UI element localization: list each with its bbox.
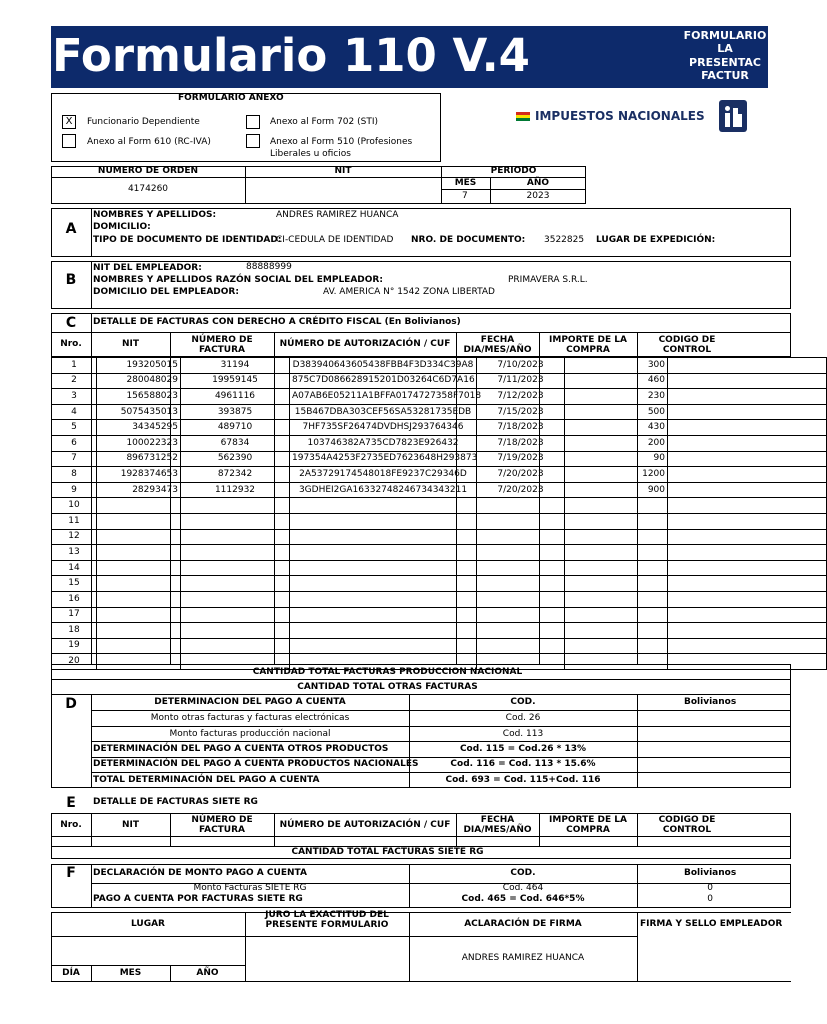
section-c-letter: C xyxy=(65,315,77,331)
razon-label: NOMBRES Y APELLIDOS RAZÓN SOCIAL DEL EMPLEADOR: xyxy=(93,275,383,285)
total-otras-label: CANTIDAD TOTAL OTRAS FACTURAS xyxy=(297,682,478,692)
cell-importe[interactable]: 500 xyxy=(565,404,668,420)
cell-autorizacion[interactable]: 197354A4253F2735ED7623648H293873 xyxy=(290,451,477,467)
cell-codigo[interactable] xyxy=(668,467,827,483)
cell-nit[interactable]: 34345295 xyxy=(97,420,181,436)
checkbox-form-610[interactable] xyxy=(62,134,76,148)
cell-importe[interactable]: 200 xyxy=(565,435,668,451)
cell-importe[interactable] xyxy=(565,498,668,514)
cell-nro: 20 xyxy=(52,654,97,670)
cell-nit[interactable] xyxy=(97,576,181,592)
cell-autorizacion[interactable]: 875C7D086628915201D03264C6D7A16 xyxy=(290,373,477,389)
razon-value: PRIMAVERA S.R.L. xyxy=(508,275,588,285)
cell-nro: 18 xyxy=(52,623,97,639)
cell-codigo[interactable] xyxy=(668,498,827,514)
cell-importe[interactable] xyxy=(565,638,668,654)
footer-lugar: LUGAR xyxy=(130,919,165,929)
table-row xyxy=(52,358,827,374)
cell-nit[interactable] xyxy=(97,623,181,639)
section-c-title: DETALLE DE FACTURAS CON DERECHO A CRÉDITO FISCAL (En Bolivianos) xyxy=(93,317,461,327)
section-d-col3: Bolivianos xyxy=(684,697,737,707)
nit-empleador-label: NIT DEL EMPLEADOR: xyxy=(93,263,202,273)
cell-nro: 3 xyxy=(52,389,97,405)
cell-importe[interactable]: 300 xyxy=(565,358,668,374)
d-row-code: Cod. 113 xyxy=(502,729,544,739)
nombres-label: NOMBRES Y APELLIDOS: xyxy=(93,210,217,220)
cell-autorizacion[interactable]: 3GDHEI2GA16332748246734343211 xyxy=(290,482,477,498)
d-row-label: Monto facturas producción nacional xyxy=(169,729,331,739)
cell-nro: 13 xyxy=(52,545,97,561)
cell-nit[interactable]: 28293473 xyxy=(97,482,181,498)
brand-name: IMPUESTOS NACIONALES xyxy=(535,109,705,123)
cell-factura[interactable]: 4961116 xyxy=(181,389,290,405)
cell-factura[interactable] xyxy=(181,638,290,654)
mes-label: MES xyxy=(454,178,477,188)
cell-autorizacion[interactable] xyxy=(290,576,477,592)
table-row xyxy=(52,591,827,607)
checkbox-label: Anexo al Form 702 (STI) xyxy=(270,117,378,127)
footer-dia: DÍA xyxy=(62,968,80,978)
cell-nro: 1 xyxy=(52,358,97,374)
cell-nit[interactable]: 5075435013 xyxy=(97,404,181,420)
cell-nro: 12 xyxy=(52,529,97,545)
checkbox-label: Anexo al Form 610 (RC-IVA) xyxy=(87,137,211,147)
table-row xyxy=(52,451,827,467)
cell-codigo[interactable] xyxy=(668,420,827,436)
cell-fecha[interactable] xyxy=(477,623,565,639)
f-row1-label: Monto Facturas SIETE RG xyxy=(193,883,307,893)
cell-codigo[interactable] xyxy=(668,482,827,498)
cell-nit[interactable] xyxy=(97,638,181,654)
cell-factura[interactable] xyxy=(181,560,290,576)
f-row2-value[interactable]: 0 xyxy=(707,894,713,904)
tipo-doc-value: CI-CEDULA DE IDENTIDAD xyxy=(276,235,394,245)
checkbox-form-702[interactable] xyxy=(246,115,260,129)
nit-label: NIT xyxy=(334,166,352,176)
cell-factura[interactable] xyxy=(181,498,290,514)
col-header-importe: IMPORTE DE LA COMPRA xyxy=(549,335,627,355)
cell-importe[interactable]: 460 xyxy=(565,373,668,389)
header-subtitle xyxy=(640,30,768,86)
checkbox-label: Anexo al Form 510 (Profesiones xyxy=(270,137,413,147)
cell-fecha[interactable]: 7/11/2023 xyxy=(477,373,565,389)
facturas-table xyxy=(51,357,827,670)
cell-autorizacion[interactable] xyxy=(290,513,477,529)
cell-codigo[interactable] xyxy=(668,373,827,389)
section-f-col1: DECLARACIÓN DE MONTO PAGO A CUENTA xyxy=(93,868,307,878)
d-row-code: Cod. 693 = Cod. 115+Cod. 116 xyxy=(445,775,601,785)
cell-fecha[interactable]: 7/12/2023 xyxy=(477,389,565,405)
cell-autorizacion[interactable] xyxy=(290,591,477,607)
section-d-letter: D xyxy=(65,696,77,712)
cell-importe[interactable] xyxy=(565,576,668,592)
table-row xyxy=(52,560,827,576)
e-col-header-importe: IMPORTE DE LA COMPRA xyxy=(549,815,627,835)
cell-codigo[interactable] xyxy=(668,607,827,623)
col-header-fecha: FECHA DIA/MES/AÑO xyxy=(463,335,532,355)
table-row xyxy=(52,482,827,498)
cell-importe[interactable] xyxy=(565,607,668,623)
cell-codigo[interactable] xyxy=(668,623,827,639)
subtitle-line: LA xyxy=(717,42,733,55)
cell-nit[interactable]: 1928374653 xyxy=(97,467,181,483)
cell-autorizacion[interactable] xyxy=(290,560,477,576)
cell-nit[interactable]: 156588023 xyxy=(97,389,181,405)
cell-nit[interactable]: 280048029 xyxy=(97,373,181,389)
mes-value[interactable]: 7 xyxy=(462,191,468,201)
section-d-col2: COD. xyxy=(510,697,536,707)
bolivia-flag-icon xyxy=(516,112,530,121)
d-row-label: DETERMINACIÓN DEL PAGO A CUENTA PRODUCTOS NACIONALES xyxy=(93,759,419,769)
checkbox-form-510[interactable] xyxy=(246,134,260,148)
cell-nro: 14 xyxy=(52,560,97,576)
checkbox-label: Funcionario Dependiente xyxy=(87,117,200,127)
cell-fecha[interactable] xyxy=(477,498,565,514)
cell-fecha[interactable] xyxy=(477,576,565,592)
anio-label: AÑO xyxy=(526,178,550,188)
table-row xyxy=(52,435,827,451)
cell-fecha[interactable]: 7/15/2023 xyxy=(477,404,565,420)
nro-doc-label: NRO. DE DOCUMENTO: xyxy=(411,235,526,245)
cell-nro: 4 xyxy=(52,404,97,420)
table-row xyxy=(52,638,827,654)
cell-autorizacion[interactable]: D383940643605438FBB4F3D334C39A8 xyxy=(290,358,477,374)
cell-nro: 10 xyxy=(52,498,97,514)
cell-codigo[interactable] xyxy=(668,389,827,405)
cell-codigo[interactable] xyxy=(668,576,827,592)
d-row-label: Monto otras facturas y facturas electrónicas xyxy=(150,713,350,723)
e-col-header-nro: Nro. xyxy=(60,820,82,830)
table-row xyxy=(52,467,827,483)
section-f-col2: COD. xyxy=(510,868,536,878)
cell-autorizacion[interactable] xyxy=(290,529,477,545)
footer-anio: AÑO xyxy=(196,968,219,978)
cell-importe[interactable]: 230 xyxy=(565,389,668,405)
cell-fecha[interactable]: 7/20/2023 xyxy=(477,482,565,498)
col-header-codigo: CODIGO DE CONTROL xyxy=(658,335,716,355)
col-header-nit: NIT xyxy=(121,339,140,349)
footer-nombre: ANDRES RAMIREZ HUANCA xyxy=(461,953,585,963)
cell-nit[interactable] xyxy=(97,560,181,576)
cell-codigo[interactable] xyxy=(668,451,827,467)
anio-value[interactable]: 2023 xyxy=(526,191,550,201)
f-row2-label: PAGO A CUENTA POR FACTURAS SIETE RG xyxy=(93,894,303,904)
cell-importe[interactable] xyxy=(565,513,668,529)
section-e-title: DETALLE DE FACTURAS SIETE RG xyxy=(93,797,258,807)
cell-fecha[interactable]: 7/18/2023 xyxy=(477,435,565,451)
cell-nit[interactable]: 896731252 xyxy=(97,451,181,467)
cell-factura[interactable]: 393875 xyxy=(181,404,290,420)
cell-factura[interactable]: 562390 xyxy=(181,451,290,467)
cell-importe[interactable]: 900 xyxy=(565,482,668,498)
cell-nro: 17 xyxy=(52,607,97,623)
cell-fecha[interactable] xyxy=(477,638,565,654)
e-col-header-factura: NÚMERO DE FACTURA xyxy=(191,815,253,835)
table-row xyxy=(52,389,827,405)
cell-codigo[interactable] xyxy=(668,404,827,420)
cell-nit[interactable] xyxy=(97,545,181,561)
table-row xyxy=(52,545,827,561)
cell-importe[interactable]: 430 xyxy=(565,420,668,436)
cell-factura[interactable] xyxy=(181,576,290,592)
cell-nit[interactable]: 100022323 xyxy=(97,435,181,451)
cell-autorizacion[interactable]: A07AB6E05211A1BFFA0174727358F7018 xyxy=(290,389,477,405)
cell-factura[interactable] xyxy=(181,591,290,607)
cell-nro: 6 xyxy=(52,435,97,451)
cell-nro: 7 xyxy=(52,451,97,467)
e-col-header-fecha: FECHA DIA/MES/AÑO xyxy=(463,815,532,835)
table-row xyxy=(52,404,827,420)
orden-value: 4174260 xyxy=(127,184,169,194)
subtitle-line: FACTUR xyxy=(701,69,749,82)
cell-importe[interactable] xyxy=(565,591,668,607)
tipo-doc-label: TIPO DE DOCUMENTO DE IDENTIDAD: xyxy=(93,235,282,245)
cell-fecha[interactable] xyxy=(477,591,565,607)
cell-autorizacion[interactable] xyxy=(290,545,477,561)
domicilio-label: DOMICILIO: xyxy=(93,222,151,232)
total-siete-label: CANTIDAD TOTAL FACTURAS SIETE RG xyxy=(291,847,484,857)
cell-nro: 5 xyxy=(52,420,97,436)
table-row xyxy=(52,373,827,389)
cell-codigo[interactable] xyxy=(668,529,827,545)
table-row xyxy=(52,420,827,436)
cell-importe[interactable]: 90 xyxy=(565,451,668,467)
cell-nit[interactable] xyxy=(97,529,181,545)
section-e-letter: E xyxy=(66,795,76,811)
cell-nit[interactable] xyxy=(97,607,181,623)
col-header-nro: Nro. xyxy=(60,339,82,349)
f-row1-code: Cod. 464 xyxy=(502,883,544,893)
section-d-col1: DETERMINACION DEL PAGO A CUENTA xyxy=(154,697,346,707)
cell-fecha[interactable]: 7/19/2023 xyxy=(477,451,565,467)
cell-nit[interactable] xyxy=(97,591,181,607)
table-row xyxy=(52,576,827,592)
domicilio-empleador-label: DOMICILIO DEL EMPLEADOR: xyxy=(93,287,239,297)
periodo-label: PERIODO xyxy=(490,166,537,176)
d-row-label: DETERMINACIÓN DEL PAGO A CUENTA OTROS PRODUCTOS xyxy=(93,744,389,754)
cell-factura[interactable] xyxy=(181,623,290,639)
cell-nro: 16 xyxy=(52,591,97,607)
cell-factura[interactable] xyxy=(181,545,290,561)
subtitle-line: PRESENTAC xyxy=(689,56,761,69)
facturas-rows xyxy=(51,357,791,670)
orden-label: NUMERO DE ORDEN xyxy=(97,166,199,176)
cell-nro: 11 xyxy=(52,513,97,529)
e-col-header-autorizacion: NÚMERO DE AUTORIZACIÓN / CUF xyxy=(279,820,451,830)
table-row xyxy=(52,623,827,639)
domicilio-empleador-value: AV. AMERICA N° 1542 ZONA LIBERTAD xyxy=(323,287,495,297)
cell-factura[interactable] xyxy=(181,607,290,623)
cell-importe[interactable] xyxy=(565,623,668,639)
cell-nro: 9 xyxy=(52,482,97,498)
d-row-code: Cod. 115 = Cod.26 * 13% xyxy=(459,744,587,754)
cell-fecha[interactable] xyxy=(477,529,565,545)
cell-autorizacion[interactable]: 7HF735SF26474DVDHSJ293764346 xyxy=(290,420,477,436)
subtitle-line: FORMULARIO xyxy=(683,29,767,42)
cell-codigo[interactable] xyxy=(668,560,827,576)
checkbox-funcionario[interactable]: X xyxy=(62,115,76,129)
cell-nit[interactable] xyxy=(97,513,181,529)
cell-autorizacion[interactable]: 15B467DBA303CEF56SA53281735EDB xyxy=(290,404,477,420)
nro-doc-value: 3522825 xyxy=(544,235,585,245)
cell-factura[interactable]: 31194 xyxy=(181,358,290,374)
section-f-col3: Bolivianos xyxy=(684,868,737,878)
cell-fecha[interactable]: 7/10/2023 xyxy=(477,358,565,374)
cell-importe[interactable] xyxy=(565,560,668,576)
f-row1-value[interactable]: 0 xyxy=(707,883,713,893)
cell-factura[interactable]: 489710 xyxy=(181,420,290,436)
brand-logo-icon xyxy=(719,100,747,132)
lugar-label: LUGAR DE EXPEDICIÓN: xyxy=(596,235,716,245)
d-row-code: Cod. 116 = Cod. 113 * 15.6% xyxy=(450,759,596,769)
cell-nit[interactable]: 193205015 xyxy=(97,358,181,374)
section-b-letter: B xyxy=(65,272,77,288)
cell-fecha[interactable]: 7/18/2023 xyxy=(477,420,565,436)
cell-factura[interactable]: 1112932 xyxy=(181,482,290,498)
cell-codigo[interactable] xyxy=(668,358,827,374)
cell-fecha[interactable] xyxy=(477,560,565,576)
total-nacional-label: CANTIDAD TOTAL FACTURAS PRODUCCION NACIONAL xyxy=(252,667,523,677)
e-col-header-codigo: CODIGO DE CONTROL xyxy=(658,815,716,835)
cell-nro: 19 xyxy=(52,638,97,654)
table-row xyxy=(52,607,827,623)
footer-firma: FIRMA Y SELLO EMPLEADOR xyxy=(640,919,783,929)
f-row2-code: Cod. 465 = Cod. 646*5% xyxy=(461,894,585,904)
cell-nro: 15 xyxy=(52,576,97,592)
cell-codigo[interactable] xyxy=(668,638,827,654)
cell-nit[interactable] xyxy=(97,498,181,514)
cell-nro: 8 xyxy=(52,467,97,483)
cell-fecha[interactable] xyxy=(477,545,565,561)
cell-importe[interactable]: 1200 xyxy=(565,467,668,483)
section-f-letter: F xyxy=(66,865,76,881)
section-a-letter: A xyxy=(65,221,77,237)
cell-codigo[interactable] xyxy=(668,545,827,561)
cell-autorizacion[interactable] xyxy=(290,607,477,623)
cell-autorizacion[interactable]: 2A53729174548018FE9237C29346D xyxy=(290,467,477,483)
anexo-title: FORMULARIO ANEXO xyxy=(178,93,284,103)
footer-mes: MES xyxy=(119,968,142,978)
footer-juro: JURO LA EXACTITUD DEL PRESENTE FORMULARIO xyxy=(265,910,389,930)
footer-aclaracion: ACLARACIÓN DE FIRMA xyxy=(464,919,582,929)
d-row-label: TOTAL DETERMINACIÓN DEL PAGO A CUENTA xyxy=(93,775,320,785)
table-row xyxy=(52,513,827,529)
nit-empleador-value: 88888999 xyxy=(246,262,292,272)
cell-codigo[interactable] xyxy=(668,591,827,607)
cell-fecha[interactable] xyxy=(477,607,565,623)
nombres-value: ANDRES RAMIREZ HUANCA xyxy=(276,210,399,220)
cell-autorizacion[interactable] xyxy=(290,498,477,514)
page-title: Formulario 110 V.4 xyxy=(52,29,530,82)
cell-fecha[interactable]: 7/20/2023 xyxy=(477,467,565,483)
e-col-header-nit: NIT xyxy=(121,820,140,830)
cell-codigo[interactable] xyxy=(668,513,827,529)
cell-importe[interactable] xyxy=(565,529,668,545)
cell-fecha[interactable] xyxy=(477,513,565,529)
cell-factura[interactable]: 19959145 xyxy=(181,373,290,389)
d-row-code: Cod. 26 xyxy=(505,713,541,723)
col-header-factura: NÚMERO DE FACTURA xyxy=(191,335,253,355)
cell-nro: 2 xyxy=(52,373,97,389)
cell-factura[interactable] xyxy=(181,529,290,545)
cell-factura[interactable]: 67834 xyxy=(181,435,290,451)
cell-autorizacion[interactable] xyxy=(290,623,477,639)
checkbox-label-line2: Liberales u oficios xyxy=(270,149,351,159)
table-row xyxy=(52,529,827,545)
col-header-autorizacion: NÚMERO DE AUTORIZACIÓN / CUF xyxy=(279,339,451,349)
cell-codigo[interactable] xyxy=(668,435,827,451)
cell-autorizacion[interactable]: 103746382A735CD7823E926432 xyxy=(290,435,477,451)
cell-autorizacion[interactable] xyxy=(290,638,477,654)
cell-factura[interactable] xyxy=(181,513,290,529)
cell-importe[interactable] xyxy=(565,545,668,561)
table-row xyxy=(52,498,827,514)
cell-factura[interactable]: 872342 xyxy=(181,467,290,483)
